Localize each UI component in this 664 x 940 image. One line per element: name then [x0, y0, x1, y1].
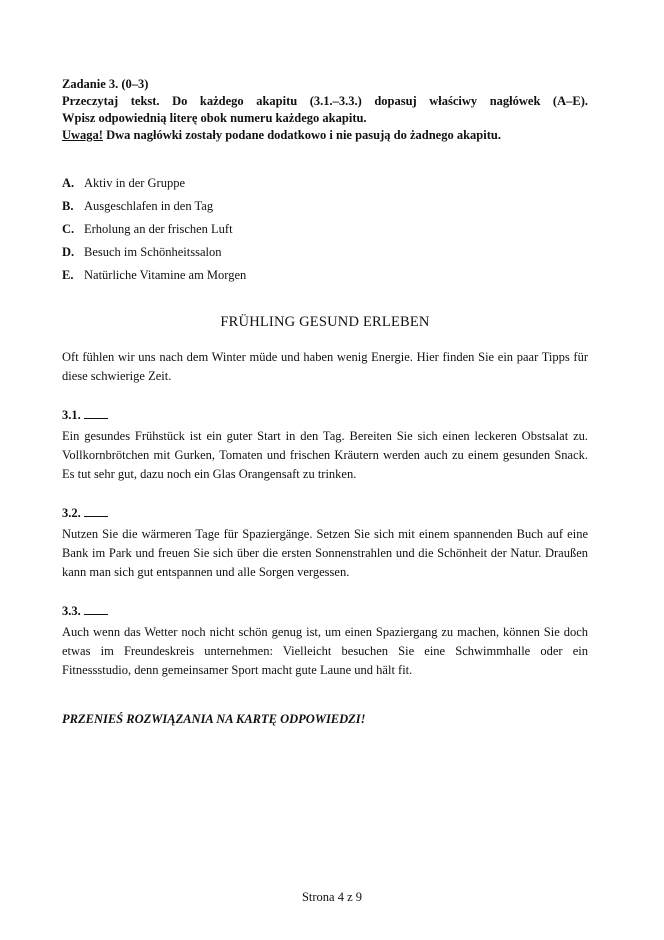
- heading-letter: D.: [62, 245, 75, 259]
- answer-blank[interactable]: [84, 601, 108, 615]
- task-instruction-line-1: Przeczytaj tekst. Do każdego akapitu (3.1.–3.3.) dopasuj właściwy nagłówek (A–E).: [62, 94, 588, 108]
- heading-option-e: [62, 264, 588, 287]
- heading-text: Besuch im Schönheitssalon: [84, 245, 222, 259]
- section-3-3-label: [62, 601, 588, 621]
- exam-page: [62, 76, 588, 729]
- section-number: 3.2.: [62, 506, 81, 520]
- text-title: FRÜHLING GESUND ERLEBEN: [220, 314, 430, 330]
- section-number: 3.3.: [62, 604, 81, 618]
- task-instructions: [62, 76, 588, 144]
- section-3-1-paragraph: Ein gesundes Frühstück ist ein guter Start in den Tag. Bereiten Sie sich einen leckeren Obstsalat zu. Vollkornbrötchen mit Gurken, Tomaten und frischen Kräutern werden auch zu einem gesunden Snack. Es tut sehr gut, dazu noch ein Glas Orangensaft zu trinken.: [62, 429, 588, 481]
- heading-option-b: [62, 195, 588, 218]
- heading-text: Aktiv in der Gruppe: [84, 176, 186, 190]
- page-number: Strona 4 z 9: [301, 890, 363, 904]
- heading-option-c: [62, 218, 588, 241]
- heading-text: Erholung an der frischen Luft: [84, 222, 233, 236]
- headings-list: [62, 172, 588, 287]
- task-header: Zadanie 3. (0–3): [62, 77, 149, 91]
- heading-option-a: [62, 172, 588, 195]
- answer-blank[interactable]: [84, 503, 108, 517]
- heading-letter: A.: [62, 176, 75, 190]
- heading-letter: B.: [62, 199, 74, 213]
- intro-paragraph: Oft fühlen wir uns nach dem Winter müde und haben wenig Energie. Hier finden Sie ein paar Tipps für diese schwierige Zeit.: [62, 350, 588, 383]
- section-3-2-paragraph: Nutzen Sie die wärmeren Tage für Spaziergänge. Setzen Sie sich mit einem spannenden Buch auf eine Bank im Park und freuen Sie sich über die ersten Sonnenstrahlen und die Schönheit der Natur. Draußen kann man sich gut entspannen und alle Sorgen vergessen.: [62, 527, 588, 579]
- task-instruction-line-2: Wpisz odpowiednią literę obok numeru każdego akapitu.: [62, 111, 367, 125]
- section-3-1-label: [62, 405, 588, 425]
- warning-word: Uwaga!: [62, 128, 103, 142]
- section-3-3-paragraph: Auch wenn das Wetter noch nicht schön genug ist, um einen Spaziergang zu machen, können Sie doch etwas im Freundeskreis unternehmen: Vielleicht besuchen Sie eine Schwimmhalle oder ein Fitnessstudio, denn gemeinsamer Sport macht gute Laune und hält fit.: [62, 625, 588, 677]
- section-3-2-label: [62, 503, 588, 523]
- task-warning: [62, 127, 588, 144]
- heading-text: Ausgeschlafen in den Tag: [84, 199, 214, 213]
- section-number: 3.1.: [62, 408, 81, 422]
- answer-blank[interactable]: [84, 405, 108, 419]
- heading-letter: C.: [62, 222, 75, 236]
- warning-text: Dwa nagłówki zostały podane dodatkowo i nie pasują do żadnego akapitu.: [102, 128, 501, 142]
- heading-letter: E.: [62, 268, 74, 282]
- transfer-answers-note: PRZENIEŚ ROZWIĄZANIA NA KARTĘ ODPOWIEDZI!: [62, 712, 366, 726]
- heading-option-d: [62, 241, 588, 264]
- heading-text: Natürliche Vitamine am Morgen: [84, 268, 247, 282]
